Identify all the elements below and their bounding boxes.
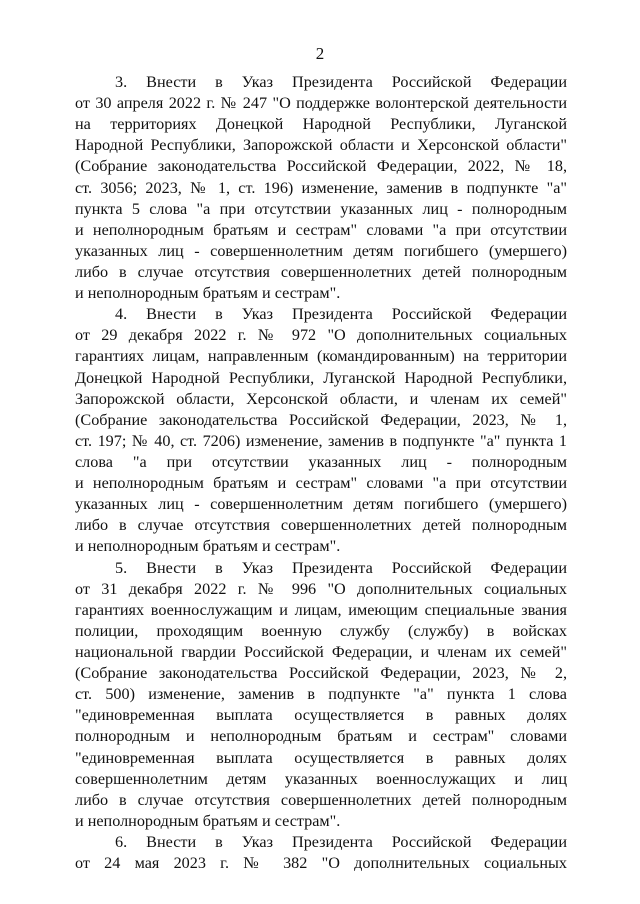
text-line: совершеннолетним детям указанных военнослужащих и лиц [75,769,567,788]
text-line: 5. Внести в Указ Президента Российской Федерации [115,558,567,577]
text-line: (Собрание законодательства Российской Федерации, 2023, № 1, [75,410,567,429]
text-line: гарантиях военнослужащим и лицам, имеющим специальные звания [75,600,567,619]
text-line: Донецкой Народной Республики, Луганской Народной Республики, [75,368,567,387]
text-line: (Собрание законодательства Российской Федерации, 2022, № 18, [75,157,567,176]
text-line: (Собрание законодательства Российской Федерации, 2023, № 2, [75,664,567,683]
text-line: указанных лиц - совершеннолетним детям погибшего (умершего) [75,495,567,514]
text-line: и неполнородным братьям и сестрам". [75,537,341,556]
text-line: 3. Внести в Указ Президента Российской Федерации [115,73,567,91]
text-line: от 31 декабря 2022 г. № 996 "О дополнительных социальных [75,579,567,598]
text-line: либо в случае отсутствия совершеннолетних детей полнородным [75,516,567,535]
paragraph [75,558,567,832]
text-line: гарантиях лицам, направленным (командированным) на территории [75,347,567,366]
text-line: указанных лиц - совершеннолетним детям погибшего (умершего) [75,241,567,260]
text-line: от 30 апреля 2022 г. № 247 "О поддержке волонтерской деятельности [75,94,567,113]
page-number: 2 [315,44,325,63]
text-line: слова "а при отсутствии указанных лиц - полнородным [75,452,567,471]
text-line: 6. Внести в Указ Президента Российской Федерации [115,832,567,851]
paragraph [75,72,567,304]
text-line: национальной гвардии Российской Федерации, и членам их семей" [75,642,567,661]
text-line: и неполнородным братьям и сестрам" словами "а при отсутствии [75,220,567,239]
paragraph [75,832,567,874]
paragraph [75,304,567,557]
document-body [75,72,567,874]
text-line: "единовременная выплата осуществляется в равных долях [75,748,567,767]
text-line: и неполнородным братьям и сестрам". [75,284,341,303]
text-line: ст. 500) изменение, заменив в подпункте "а" пункта 1 слова [75,685,567,704]
text-line: полнородным и неполнородным братьям и сестрам" словами [75,727,567,746]
text-line: полиции, проходящим военную службу (службу) в войсках [75,621,567,640]
text-line: от 24 мая 2023 г. № 382 "О дополнительных социальных [75,854,567,873]
text-line: и неполнородным братьям и сестрам". [75,811,341,830]
text-line: Народной Республики, Запорожской области и Херсонской области" [75,136,567,155]
text-line: Запорожской области, Херсонской области, и членам их семей" [75,389,567,408]
text-line: "единовременная выплата осуществляется в равных долях [75,706,567,725]
text-line: от 29 декабря 2022 г. № 972 "О дополнительных социальных [75,326,567,345]
text-line: либо в случае отсутствия совершеннолетних детей полнородным [75,790,567,809]
text-line: 4. Внести в Указ Президента Российской Федерации [115,305,567,324]
text-line: либо в случае отсутствия совершеннолетних детей полнородным [75,262,567,281]
text-line: на территориях Донецкой Народной Республики, Луганской [75,115,567,134]
text-line: пункта 5 слова "а при отсутствии указанных лиц - полнородным [75,199,567,218]
text-line: ст. 197; № 40, ст. 7206) изменение, заменив в подпункте "а" пункта 1 [75,431,567,450]
text-line: ст. 3056; 2023, № 1, ст. 196) изменение, заменив в подпункте "а" [75,178,567,197]
text-line: и неполнородным братьям и сестрам" словами "а при отсутствии [75,474,567,493]
